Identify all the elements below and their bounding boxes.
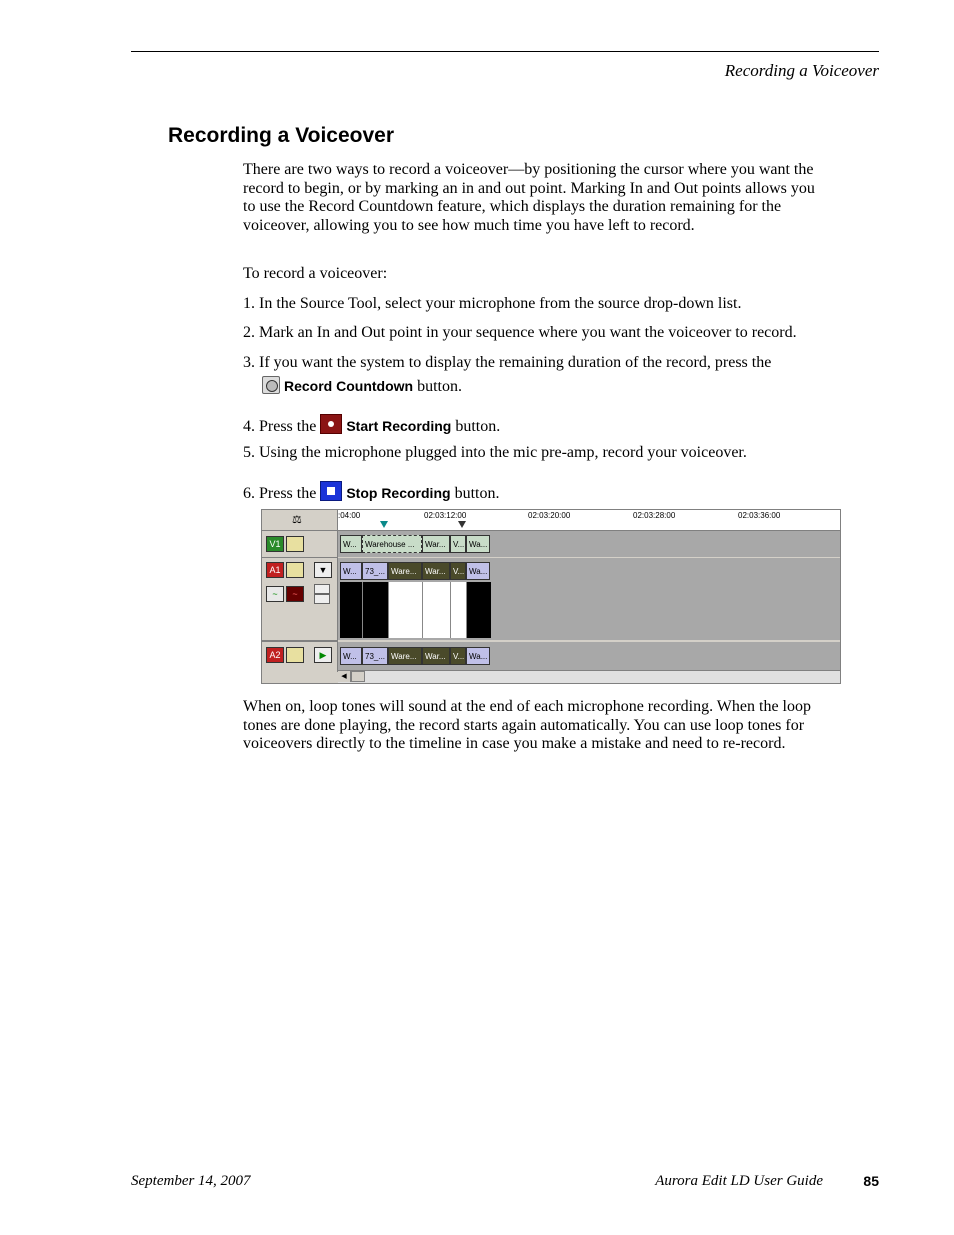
lead-in: To record a voiceover:	[243, 265, 388, 282]
zoom-in-icon[interactable]	[314, 584, 330, 594]
clip[interactable]: W...	[340, 535, 362, 553]
zoom-out-icon[interactable]	[314, 594, 330, 604]
record-countdown-label: Record Countdown	[284, 378, 414, 394]
ruler-tick: 02:03:28:00	[633, 511, 676, 520]
step-3-line2	[262, 376, 462, 397]
waveform-block	[362, 582, 389, 638]
clip[interactable]: W...	[340, 562, 362, 580]
timeline-screenshot	[261, 509, 841, 684]
clip[interactable]: War...	[422, 535, 450, 553]
start-recording-label: Start Recording	[346, 418, 452, 434]
step-3: 3. If you want the system to display the remaining duration of the record, press the	[243, 354, 772, 371]
stop-recording-label: Stop Recording	[346, 485, 451, 501]
in-marker-icon[interactable]	[380, 521, 388, 528]
clip[interactable]: Wa...	[466, 647, 490, 665]
footer-guide-title: Aurora Edit LD User Guide	[655, 1173, 823, 1189]
waveform-block	[466, 582, 491, 638]
clip[interactable]: Ware...	[388, 647, 422, 665]
scale-icon: ⚖	[292, 514, 302, 526]
track-v1-lock-icon[interactable]	[286, 536, 304, 552]
timeline-ruler[interactable]	[338, 510, 840, 531]
timeline-corner	[262, 510, 338, 531]
scroll-left-icon[interactable]: ◀	[338, 671, 351, 682]
running-title: Recording a Voiceover	[724, 61, 879, 80]
track-header-a2	[262, 641, 338, 672]
start-recording-icon	[320, 414, 342, 434]
waveform-block	[450, 582, 467, 638]
ruler-tick: 02:03:12:00	[424, 511, 467, 520]
track-a1-lock-icon[interactable]	[286, 562, 304, 578]
intro-paragraph: There are two ways to record a voiceover—by positioning the cursor where you want the record to begin, or by marking an in and out point. Marking In and Out points allows you to use the Record Countdown feature, which displays the duration remaining for the voiceover, allowing you to see how much time you have left to record.	[243, 161, 815, 234]
clip[interactable]: War...	[422, 647, 450, 665]
step-6	[243, 481, 499, 504]
stop-recording-icon	[320, 481, 342, 501]
scroll-thumb[interactable]	[351, 671, 365, 682]
ruler-tick: :04:00	[338, 511, 361, 520]
ruler-tick: 02:03:20:00	[528, 511, 571, 520]
waveform-block	[388, 582, 423, 638]
clip[interactable]: War...	[422, 562, 450, 580]
clip[interactable]: Ware...	[388, 562, 422, 580]
step-5: 5. Using the microphone plugged into the mic pre-amp, record your voiceover.	[243, 444, 747, 461]
track-header-v1	[262, 531, 338, 558]
step-1: 1. In the Source Tool, select your microphone from the source drop-down list.	[243, 295, 742, 312]
track-a2-button[interactable]: A2	[266, 647, 284, 663]
step-6-tail: button.	[450, 485, 500, 502]
clip[interactable]: W...	[340, 647, 362, 665]
track-a1	[338, 558, 840, 640]
track-header-a1	[262, 558, 338, 641]
section-title: Recording a Voiceover	[168, 124, 395, 147]
clip[interactable]: Wa...	[466, 535, 490, 553]
monitor-icon[interactable]: ~	[286, 586, 304, 602]
track-a2-play-icon[interactable]: ▶	[314, 647, 332, 663]
clip[interactable]: Warehouse ...	[362, 535, 422, 553]
clip[interactable]: V...	[450, 535, 466, 553]
step-4-prefix: 4. Press the	[243, 418, 317, 435]
horizontal-scrollbar[interactable]	[338, 670, 840, 683]
track-a1-button[interactable]: A1	[266, 562, 284, 578]
step-4-tail: button.	[451, 418, 501, 435]
waveform-icon[interactable]: ~	[266, 586, 284, 602]
footer-date: September 14, 2007	[131, 1173, 251, 1189]
step-4	[243, 414, 500, 437]
playhead-icon[interactable]	[458, 521, 466, 528]
record-countdown-icon	[262, 376, 280, 394]
page-number: 85	[863, 1173, 879, 1189]
ruler-tick: 02:03:36:00	[738, 511, 781, 520]
step-6-prefix: 6. Press the	[243, 485, 317, 502]
clip[interactable]: 73_...	[362, 562, 388, 580]
clip[interactable]: V...	[450, 562, 466, 580]
waveform-block	[422, 582, 451, 638]
step-3-tail: button.	[413, 378, 462, 395]
track-v1	[338, 531, 840, 557]
header-rule	[131, 51, 879, 52]
step-2: 2. Mark an In and Out point in your sequence where you want the voiceover to record.	[243, 324, 797, 341]
clip[interactable]: Wa...	[466, 562, 490, 580]
clip[interactable]: 73_...	[362, 647, 388, 665]
track-v1-button[interactable]: V1	[266, 536, 284, 552]
track-a2	[338, 642, 840, 671]
waveform-block	[340, 582, 362, 638]
track-a1-dropdown-icon[interactable]: ▼	[314, 562, 332, 578]
clip[interactable]: V...	[450, 647, 466, 665]
closing-paragraph: When on, loop tones will sound at the end of each microphone recording. When the loop tones are done playing, the record starts again automatically. You can use loop tones for voiceovers directly to the timeline in case you make a mistake and need to re-record.	[243, 698, 811, 753]
track-a2-lock-icon[interactable]	[286, 647, 304, 663]
